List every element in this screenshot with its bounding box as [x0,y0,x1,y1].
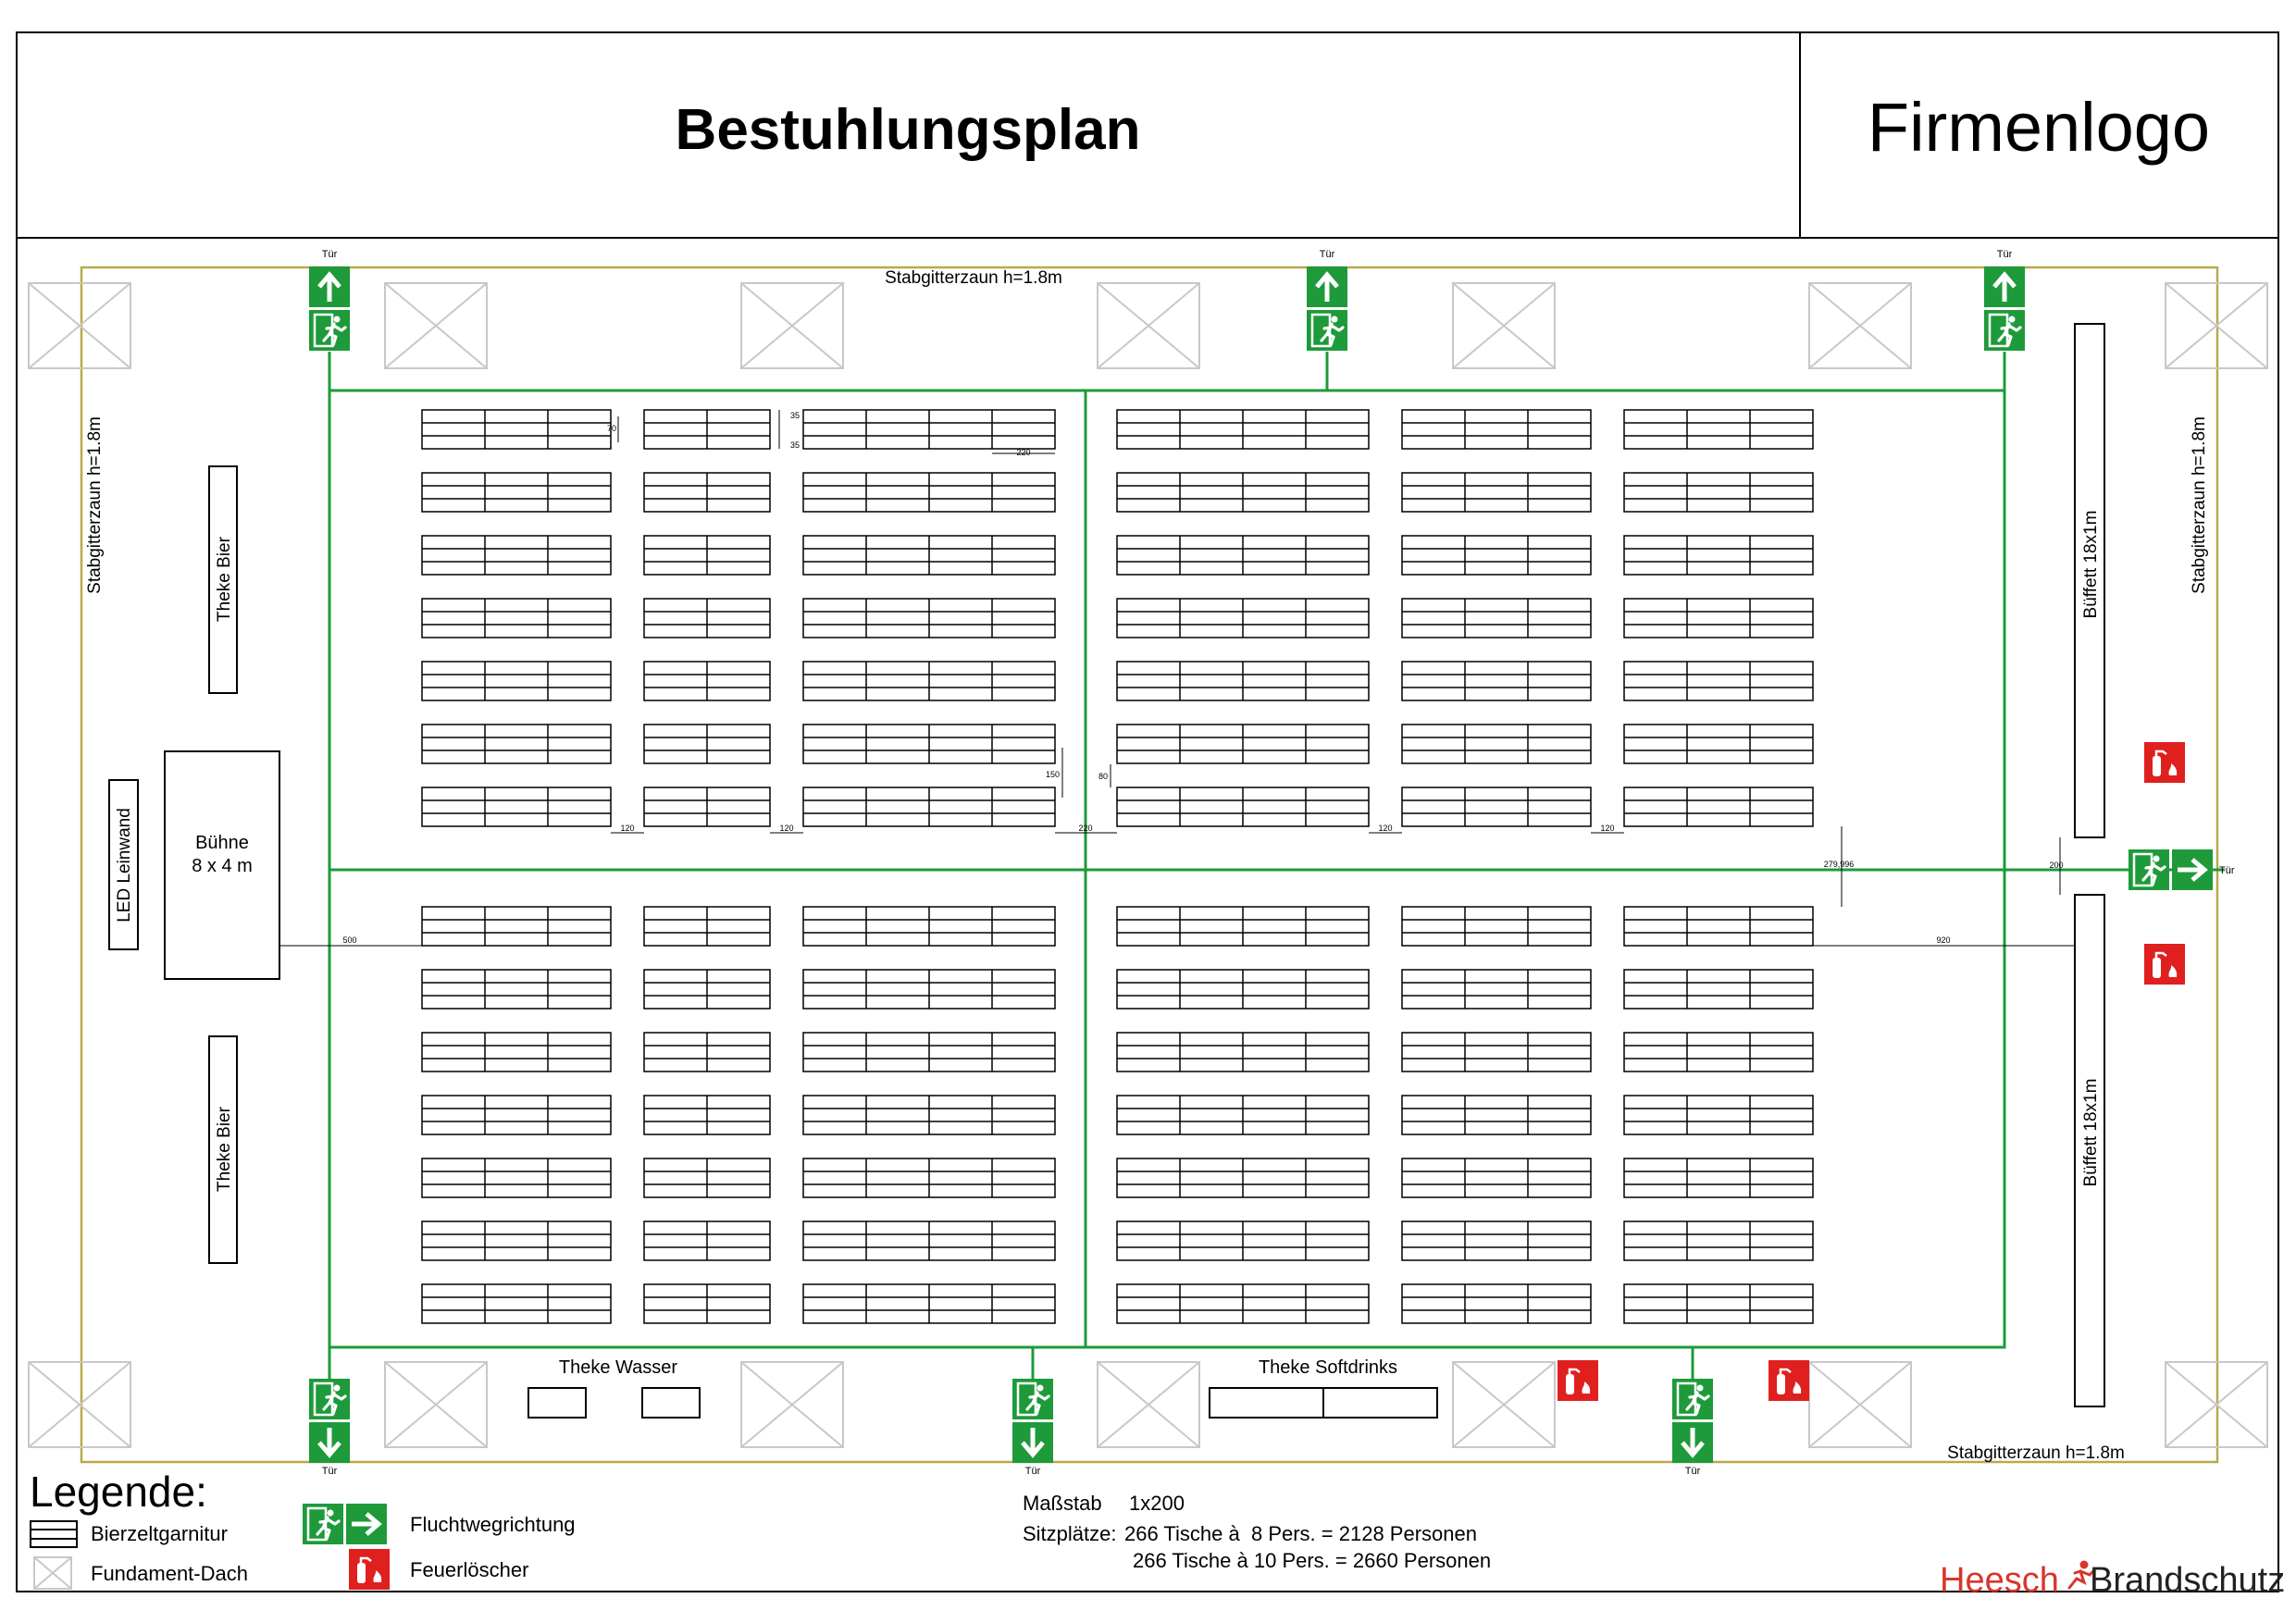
foundation-cross-icon [1098,283,1199,368]
seats-line-1: 266 Tische à 8 Pers. = 2128 Personen [1124,1522,1477,1545]
fire-extinguisher-icon [2144,742,2185,783]
foundation-cross-icon [385,283,487,368]
fire-extinguisher-icon [1769,1360,1809,1401]
table-block-r6 [422,725,1813,763]
dim-col-gap-4: 120 [1378,824,1393,833]
foundation-cross-icon [1809,283,1911,368]
dim-center-aisle: 220 [1078,824,1093,833]
foundation-cross-icon [29,283,130,368]
legend-extinguisher: Feuerlöscher [410,1558,529,1581]
fire-extinguisher-icon [2144,944,2185,985]
water-bar-right [642,1388,700,1418]
table-block-r12 [422,1158,1813,1197]
brand-logo [1940,1561,2285,1600]
door-label: Tür [1996,249,2013,260]
fire-extinguisher-icon [1558,1360,1598,1401]
buffet-bottom-label: Büffett 18x1m [2081,1078,2101,1187]
arrow-up-icon [1307,266,1347,307]
arrow-up-icon [309,266,350,307]
foundation-cross-icon [385,1362,487,1447]
arrow-down-icon [1672,1422,1713,1463]
table-set-icon [31,1521,77,1547]
dim-aisle-150: 150 [1045,770,1060,779]
running-man-exit-icon [1672,1379,1713,1419]
table-block-r11 [422,1096,1813,1134]
brand-part-2: Brandschutz [2090,1561,2286,1600]
scale-value: 1x200 [1129,1492,1185,1515]
table-block-r8 [422,907,1813,946]
door-top-2 [1307,249,1347,351]
water-bar-label: Theke Wasser [558,1357,678,1378]
table-block-r9 [422,970,1813,1009]
door-top-1 [309,249,350,351]
fence-label-left: Stabgitterzaun h=1.8m [85,416,105,594]
table-block-r14 [422,1284,1813,1323]
seats-line-2: 266 Tische à 10 Pers. = 2660 Personen [1133,1549,1492,1572]
running-man-exit-icon [309,310,350,351]
fire-extinguisher-icon [349,1549,390,1590]
foundation-cross-icon [1809,1362,1911,1447]
stage-name: Bühne [195,833,249,853]
door-label: Tür [321,1466,338,1477]
bar-beer-top-label: Theke Bier [215,537,234,622]
page-title: Bestuhlungsplan [675,98,1141,162]
table-block-r5 [422,662,1813,700]
arrow-right-icon [346,1504,387,1544]
dim-bench-b: 35 [789,440,800,450]
door-label: Tür [2219,865,2235,876]
seating-info [1023,1492,1491,1572]
table-block-r13 [422,1221,1813,1260]
dim-col-gap-2: 120 [779,824,794,833]
door-label: Tür [1319,249,1335,260]
bar-beer-bottom-label: Theke Bier [215,1107,234,1192]
seating-area [422,410,1813,1323]
seats-label: Sitzplätze: [1023,1522,1117,1545]
foundation-cross-icon [1098,1362,1199,1447]
logo-placeholder: Firmenlogo [1867,89,2211,166]
fence [81,267,2217,1462]
running-man-exit-icon [1307,310,1347,351]
led-wall-label: LED Leinwand [115,808,134,923]
door-label: Tür [1024,1466,1041,1477]
buffet-top-label: Büffett 18x1m [2081,510,2101,619]
foundation-row-top [29,283,2267,368]
escape-route-lines [329,352,2225,1379]
legend-table-set: Bierzeltgarnitur [91,1522,228,1545]
foundation-cross-icon [1453,1362,1555,1447]
table-block-r1 [422,410,1813,449]
dimension-lines [279,410,2075,946]
dimension-labels [342,411,2063,945]
foundation-cross-icon [29,1362,130,1447]
arrow-up-icon [1984,266,2025,307]
arrow-right-icon [2172,849,2213,890]
table-block-r2 [422,473,1813,512]
fence-label-bottom: Stabgitterzaun h=1.8m [1947,1443,2125,1463]
dim-stage-distance: 500 [342,935,357,945]
table-block-r3 [422,536,1813,575]
legend [30,1468,576,1590]
dim-aisle-80: 80 [1098,772,1108,781]
arrow-down-icon [1012,1422,1053,1463]
legend-escape-route: Fluchtwegrichtung [410,1513,576,1536]
brand-part-1: Heesch [1940,1561,2059,1600]
stage-size: 8 x 4 m [192,856,253,876]
running-man-exit-icon [309,1379,350,1419]
door-right [2128,849,2235,890]
dim-exit-gap: 200 [2049,861,2064,870]
dim-bench-a: 35 [789,411,800,420]
foundation-cross-icon [741,283,843,368]
door-top-3 [1984,249,2025,351]
table-block-r4 [422,599,1813,638]
dim-main-aisle: 279,996 [1823,860,1855,869]
fence-label-right: Stabgitterzaun h=1.8m [2190,416,2209,594]
table-block-r7 [422,787,1813,826]
dim-row-gap: 70 [606,424,616,433]
dim-table-length: 220 [1016,448,1031,457]
foundation-cross-icon [34,1557,71,1589]
fence-label-top: Stabgitterzaun h=1.8m [885,268,1062,288]
door-label: Tür [1684,1466,1701,1477]
foundation-cross-icon [741,1362,843,1447]
dim-col-gap-5: 120 [1600,824,1615,833]
dim-col-gap-1: 120 [620,824,635,833]
running-man-exit-icon [1012,1379,1053,1419]
arrow-down-icon [309,1422,350,1463]
table-block-r10 [422,1033,1813,1072]
running-man-exit-icon [1984,310,2025,351]
running-man-exit-icon [2128,849,2169,890]
dim-buffet-distance: 920 [1936,935,1951,945]
door-bottom-2 [1012,1379,1053,1477]
plan-frame [17,238,2278,1592]
softdrink-bar-label: Theke Softdrinks [1258,1357,1398,1378]
running-man-exit-icon [303,1504,343,1544]
legend-heading: Legende: [30,1468,207,1516]
scale-label: Maßstab [1023,1492,1102,1515]
door-bottom-3 [1672,1379,1713,1477]
door-label: Tür [321,249,338,260]
legend-foundation: Fundament-Dach [91,1562,248,1585]
foundation-cross-icon [1453,283,1555,368]
water-bar-left [528,1388,586,1418]
foundation-row-bottom [29,1362,2267,1447]
door-bottom-1 [309,1379,350,1477]
